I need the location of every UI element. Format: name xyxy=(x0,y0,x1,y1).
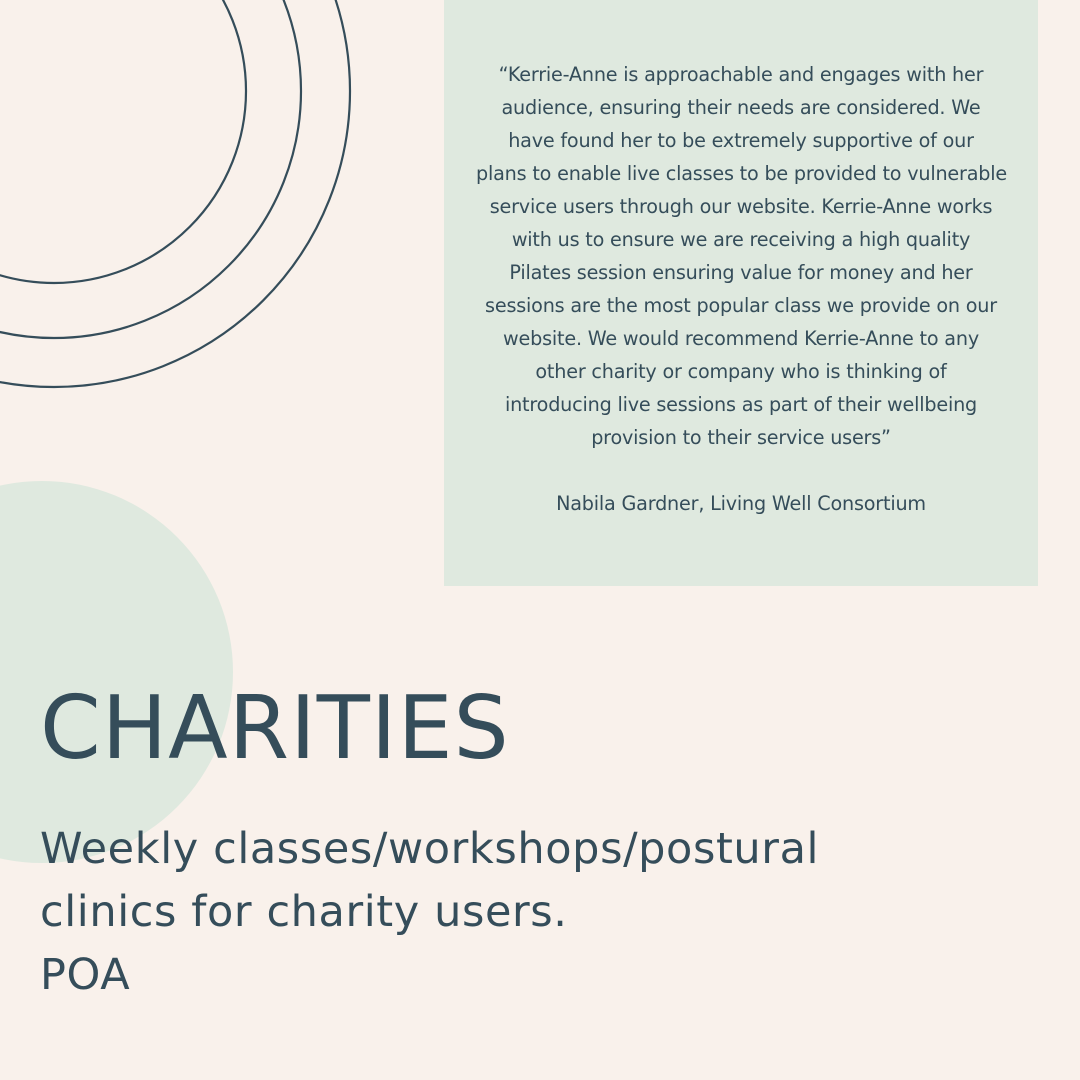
price-label: POA xyxy=(40,950,131,1000)
quote-line: with us to ensure we are receiving a high quality xyxy=(511,228,971,251)
page-title: CHARITIES xyxy=(40,677,510,779)
service-description xyxy=(40,818,819,1007)
quote-line: provision to their service users” xyxy=(591,426,891,449)
quote-line: introducing live sessions as part of their wellbeing xyxy=(504,393,978,416)
quote-line: plans to enable live classes to be provided to vulnerable xyxy=(476,162,1007,185)
decorative-arc-inner xyxy=(0,0,246,283)
quote-line: website. We would recommend Kerrie-Anne to any xyxy=(503,327,979,350)
description-line: clinics for charity users. xyxy=(40,887,568,937)
quote-line: “Kerrie-Anne is approachable and engages with her xyxy=(498,63,984,86)
testimonial-author: Nabila Gardner, Living Well Consortium xyxy=(556,492,926,515)
decorative-circle xyxy=(0,481,233,863)
description-line: Weekly classes/workshops/postural xyxy=(40,824,820,874)
testimonial-quote xyxy=(476,58,1006,454)
quote-line: audience, ensuring their needs are considered. We xyxy=(501,96,981,119)
quote-line: service users through our website. Kerrie-Anne works xyxy=(489,195,993,218)
quote-line: have found her to be extremely supportive of our xyxy=(508,129,974,152)
decorative-arc-middle xyxy=(0,0,301,338)
quote-line: sessions are the most popular class we provide on our xyxy=(485,294,997,317)
testimonial-panel xyxy=(444,0,1038,586)
quote-line: other charity or company who is thinking of xyxy=(535,360,947,383)
decorative-arc-outer xyxy=(0,0,350,387)
quote-line: Pilates session ensuring value for money and her xyxy=(509,261,973,284)
